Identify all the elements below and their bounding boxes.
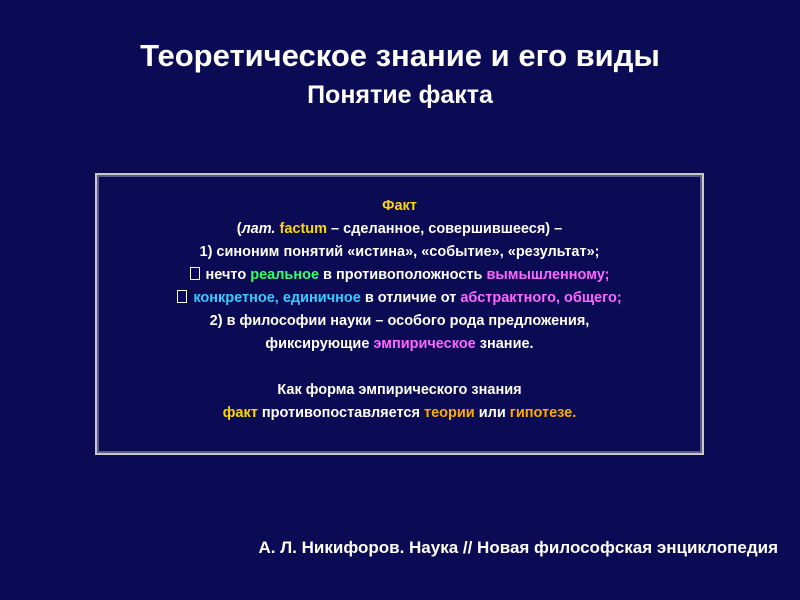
definition-line-contrast [97, 402, 702, 425]
etymology-meaning: – сделанное, совершившееся) – [327, 221, 563, 237]
definition-line-form: Как форма эмпирического знания [277, 382, 522, 398]
slide-title: Теоретическое знание и его виды [140, 38, 660, 73]
real-prefix: нечто [205, 267, 251, 283]
definition-box [95, 173, 704, 455]
empirical-word: эмпирическое [373, 336, 476, 352]
concrete-middle: в отличие от [360, 290, 461, 306]
hypothesis-word: гипотезе. [509, 405, 577, 421]
definition-line-etymology [97, 218, 702, 241]
concrete-word: конкретное, единичное [193, 290, 361, 306]
slide-subtitle: Понятие факта [307, 81, 493, 109]
definition-line-synonym: 1) синоним понятий «истина», «событие», «результат»; [199, 244, 600, 260]
bullet-box-icon [177, 290, 187, 303]
real-middle: в противоположность [319, 267, 487, 283]
real-word: реальное [250, 267, 320, 283]
definition-line-real [97, 264, 702, 287]
abstract-word: абстрактного, общего; [460, 290, 622, 306]
definition-heading: Факт [382, 198, 417, 214]
definition-line-philosophy: 2) в философии науки – особого рода предложения, [209, 313, 590, 329]
contrast-or: или [474, 405, 510, 421]
definition-line-empirical [97, 333, 702, 356]
empirical-prefix: фиксирующие [265, 336, 374, 352]
theory-word: теории [423, 405, 475, 421]
spacer [97, 356, 702, 379]
etymology-factum: factum [279, 221, 328, 237]
contrast-middle: противопоставляется [257, 405, 424, 421]
fictional-word: вымышленному; [486, 267, 610, 283]
definition-content [97, 195, 702, 425]
etymology-open: ( [236, 221, 242, 237]
empirical-suffix: знание. [475, 336, 534, 352]
bullet-box-icon [190, 267, 200, 280]
definition-line-concrete [97, 287, 702, 310]
etymology-lat: лат. [241, 221, 276, 237]
fact-word: факт [222, 405, 258, 421]
citation: А. Л. Никифоров. Наука // Новая философская энциклопедия [258, 538, 778, 557]
